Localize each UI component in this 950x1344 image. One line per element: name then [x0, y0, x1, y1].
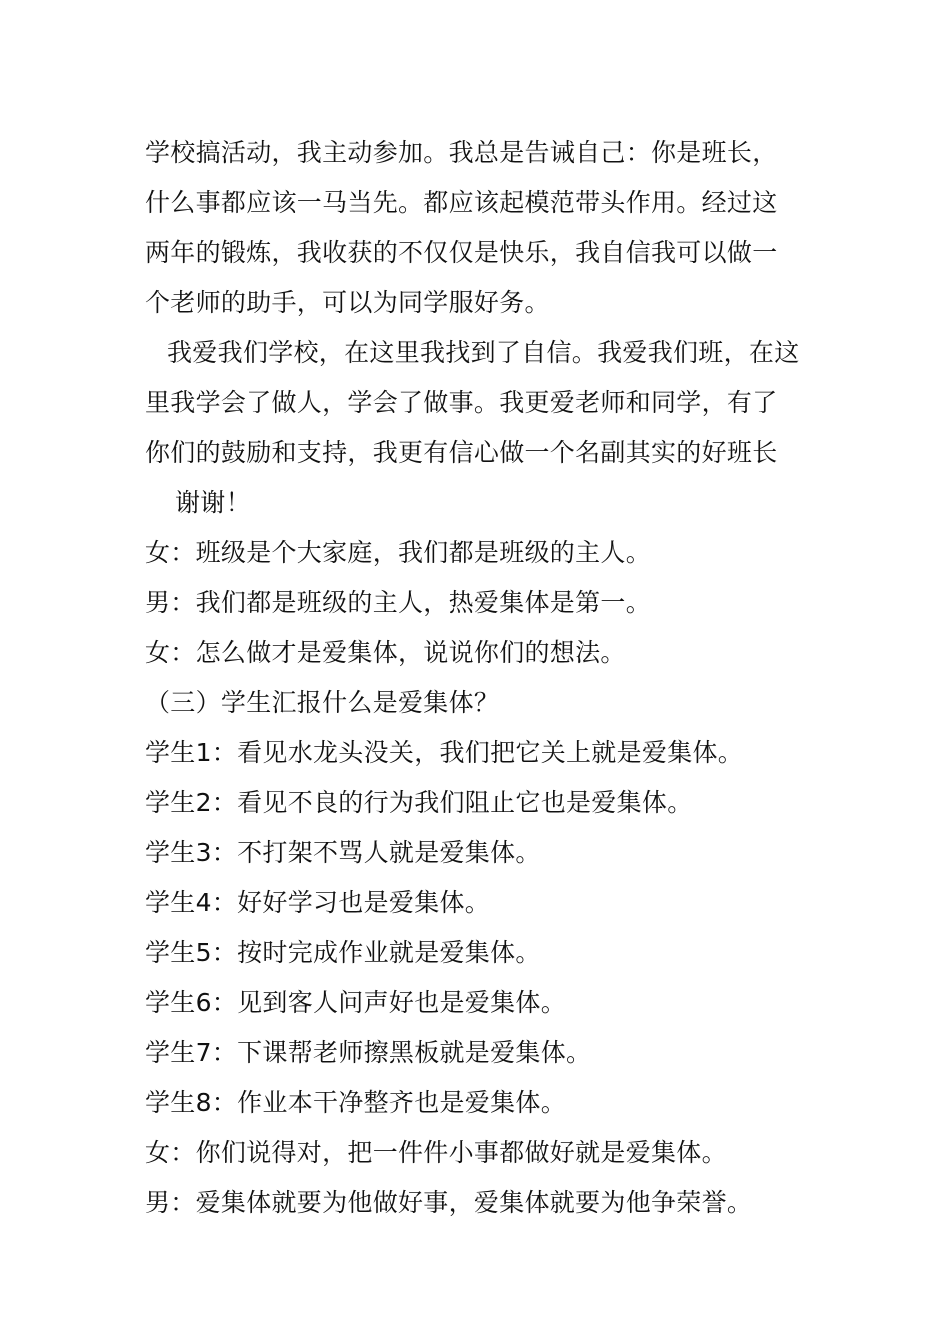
paragraph-line: 你们的鼓励和支持，我更有信心做一个名副其实的好班长 [145, 438, 778, 467]
thanks-line: 谢谢！ [175, 488, 251, 517]
student-line: 学生2：看见不良的行为我们阻止它也是爱集体。 [145, 788, 693, 817]
student-line: 学生1：看见水龙头没关，我们把它关上就是爱集体。 [145, 738, 744, 767]
dialogue-line: 女：班级是个大家庭，我们都是班级的主人。 [145, 538, 652, 567]
dialogue-line: 女：你们说得对，把一件件小事都做好就是爱集体。 [145, 1138, 727, 1167]
student-line: 学生5：按时完成作业就是爱集体。 [145, 938, 541, 967]
section-heading: （三）学生汇报什么是爱集体？ [145, 688, 500, 717]
dialogue-line: 男：我们都是班级的主人，热爱集体是第一。 [145, 588, 652, 617]
paragraph-line: 两年的锻炼，我收获的不仅仅是快乐，我自信我可以做一 [145, 238, 778, 267]
document-body [145, 128, 815, 1228]
dialogue-line: 男：爱集体就要为他做好事，爱集体就要为他争荣誉。 [145, 1188, 753, 1217]
student-line: 学生7：下课帮老师擦黑板就是爱集体。 [145, 1038, 592, 1067]
paragraph-line: 什么事都应该一马当先。都应该起模范带头作用。经过这 [145, 188, 778, 217]
dialogue-line: 女：怎么做才是爱集体，说说你们的想法。 [145, 638, 626, 667]
student-line: 学生4：好好学习也是爱集体。 [145, 888, 491, 917]
paragraph-line: 个老师的助手，可以为同学服好务。 [145, 288, 550, 317]
student-line: 学生8：作业本干净整齐也是爱集体。 [145, 1088, 567, 1117]
student-line: 学生3：不打架不骂人就是爱集体。 [145, 838, 541, 867]
paragraph-line: 我爱我们学校，在这里我找到了自信。我爱我们班，在这 [167, 338, 800, 367]
student-line: 学生6：见到客人问声好也是爱集体。 [145, 988, 567, 1017]
paragraph-line: 学校搞活动，我主动参加。我总是告诫自己：你是班长， [145, 138, 778, 167]
paragraph-line: 里我学会了做人，学会了做事。我更爱老师和同学，有了 [145, 388, 778, 417]
